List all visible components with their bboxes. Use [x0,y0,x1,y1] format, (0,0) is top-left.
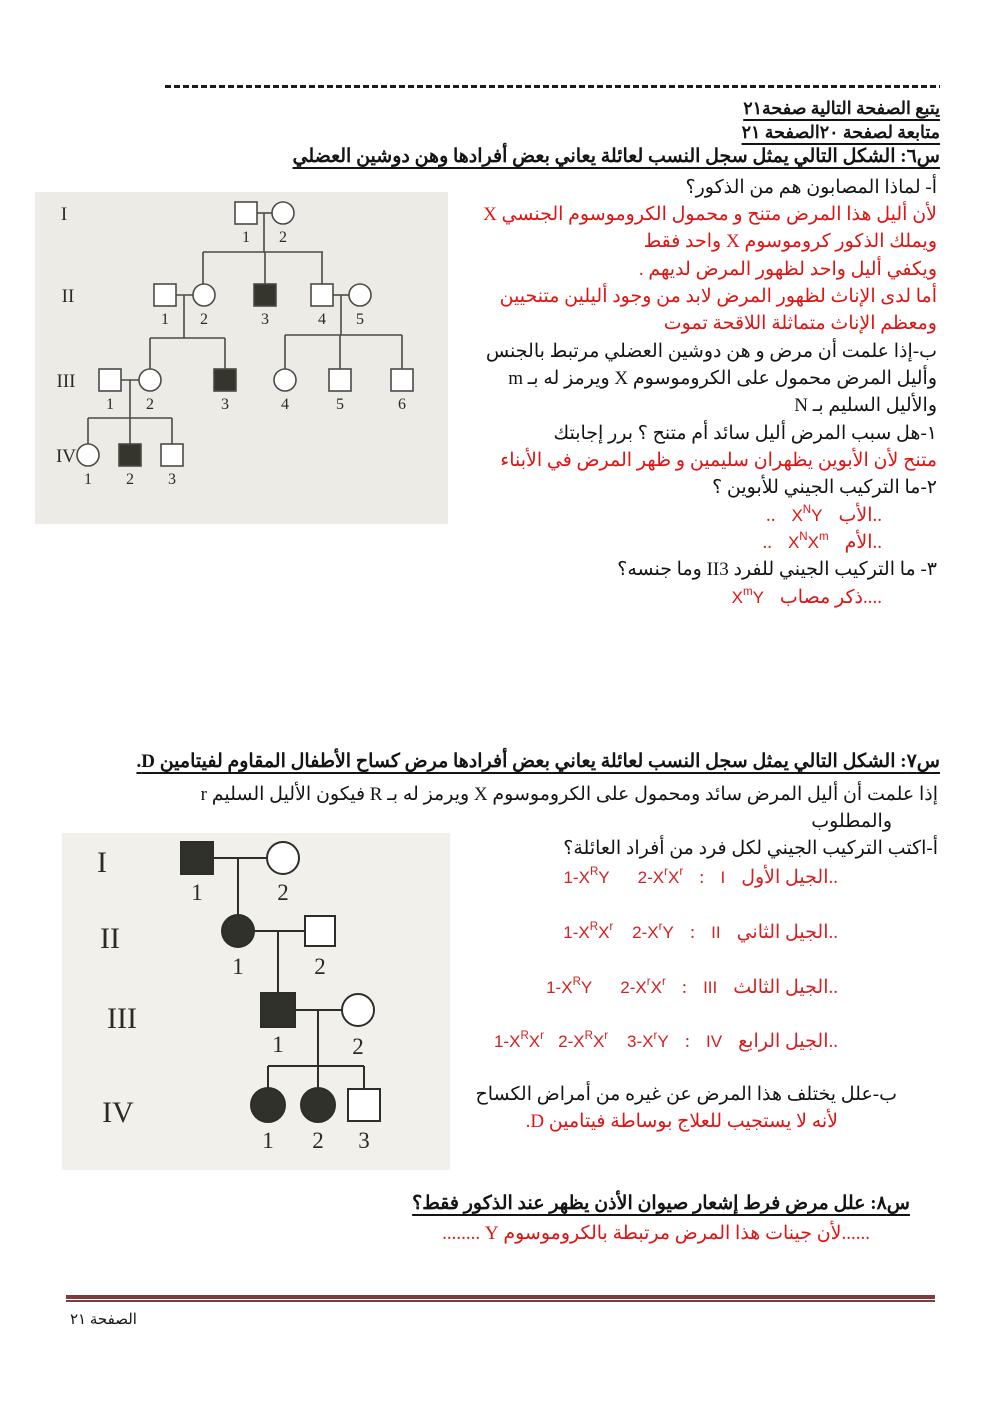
svg-text:IV: IV [102,1096,134,1129]
q7-generation-3-genotypes [546,976,838,1000]
svg-text:5: 5 [336,396,344,413]
top-dashed-rule [165,85,940,88]
svg-text:4: 4 [281,396,289,413]
gen2-label: ..الجيل الثاني [736,922,838,943]
q6-answer-line: ومعظم الإناث متماثلة اللاقحة تموت [663,313,937,334]
svg-text:1: 1 [272,1032,284,1057]
svg-text:2: 2 [277,880,289,905]
footer-rule [66,1295,935,1302]
svg-text:II: II [100,922,120,955]
svg-text:3: 3 [358,1128,370,1153]
q7-part-a: أ-اكتب التركيب الجيني لكل فرد من أفراد العائلة؟ [563,838,938,859]
individual-label: ....ذكر مصاب [779,587,882,608]
q6-answer-line: لأن أليل هذا المرض متنح و محمول الكروموسوم الجنسي X [483,204,937,225]
q6-part-b-line: والأليل السليم بـ N [794,395,937,416]
svg-text:IV: IV [55,446,77,467]
q6-part-b-line: ب-إذا علمت أن مرض و هن دوشين العضلي مرتبط بالجنس [485,341,937,362]
q6-father-genotype-line [766,504,882,528]
gen4-label: ..الجيل الرابع [738,1031,838,1052]
svg-text:1: 1 [242,229,250,246]
q8-answer: ......لأن جينات هذا المرض مرتبطة بالكروموسوم Y ........ [442,1223,870,1244]
q6-sub-question-2: ٢-ما التركيب الجيني للأبوين ؟ [712,477,937,498]
svg-text:4: 4 [318,311,326,328]
q6-part-a-question: أ- لماذا المصابون هم من الذكور؟ [685,177,937,198]
gen2-genotypes: $1-X^RX^r$ $2-X^rY$ [563,921,674,942]
q7-required: والمطلوب [811,811,892,832]
q6-sub-question-3: ٣- ما التركيب الجيني للفرد II3 وما جنسه؟ [617,559,937,580]
q6-part-b-line: وأليل المرض محمول على الكروموسوم X ويرمز له بـ m [508,368,937,389]
footer-page-number: الصفحة ٢١ [70,1312,137,1328]
gen3-genotypes: $1-X^RY$ $2-X^rX^r$ [546,976,666,997]
svg-text:2: 2 [312,1128,324,1153]
colon: : [681,977,688,998]
q6-individual-genotype-line [732,586,882,610]
svg-text:1: 1 [191,880,203,905]
gen3-roman: III [703,978,718,997]
q6-answer-line: ويملك الذكور كروموسوم X واحد فقط [643,231,937,252]
svg-text:2: 2 [146,396,154,413]
svg-text:2: 2 [126,471,134,488]
q6-answer-line: أما لدى الإناث لظهور المرض لابد من وجود أليلين متنحيين [499,286,937,307]
q8-title: س٨: علل مرض فرط إشعار صيوان الأذن يظهر عند الذكور فقط؟ [412,1193,910,1214]
q6-pedigree-chart [35,192,448,524]
svg-text:3: 3 [221,396,229,413]
svg-text:3: 3 [168,471,176,488]
gen2-roman: II [711,923,721,942]
q6-mother-genotype-line [762,531,882,555]
mother-genotype: $X^NX^m$ [787,531,829,552]
svg-text:1: 1 [84,471,92,488]
q7-generation-2-genotypes [563,921,838,945]
svg-text:1: 1 [161,311,169,328]
father-genotype: $X^NY$ [791,504,823,525]
mother-label: ..الأم [844,532,882,553]
svg-text:2: 2 [279,229,287,246]
gen4-roman: IV [706,1032,723,1051]
father-label: ..الأب [838,505,882,526]
gen1-label: ..الجيل الأول [741,867,838,888]
svg-text:I: I [97,846,107,879]
svg-text:2: 2 [352,1034,364,1059]
svg-text:1: 1 [262,1128,274,1153]
individual-genotype: $X^mY$ [731,586,764,607]
q7-part-b: ب-علل يختلف هذا المرض عن غيره من أمراض الكساح [475,1084,897,1105]
svg-text:3: 3 [261,311,269,328]
svg-text:1: 1 [232,954,244,979]
header-continued-next: يتبع الصفحة التالية صفحة٢١ [743,98,940,118]
q6-sub-answer-1: متنح لأن الأبوين يظهران سليمين و ظهر المرض في الأبناء [500,450,937,471]
q7-generation-1-genotypes [563,866,838,890]
svg-text:III: III [56,371,76,392]
colon: : [689,922,696,943]
dots: .. [762,532,772,553]
dots: .. [765,505,776,526]
q7-generation-4-genotypes [494,1030,838,1054]
gen1-genotypes: $1-X^RY$ $2-X^rX^r$ [563,866,684,887]
q6-title: س٦: الشكل التالي يمثل سجل النسب لعائلة يعاني بعض أفرادها وهن دوشين العضلي [292,146,940,167]
svg-text:1: 1 [106,396,114,413]
q6-sub-question-1: ١-هل سبب المرض أليل سائد أم متنح ؟ برر إجابتك [553,423,937,444]
colon: : [699,867,705,888]
gen1-roman: I [720,868,726,887]
svg-text:5: 5 [356,311,364,328]
svg-text:II: II [61,286,75,307]
colon: : [684,1031,690,1052]
gen4-genotypes: $1-X^RX^r$ $2-X^RX^r$ $3-X^rY$ [493,1030,669,1051]
q7-part-b-answer: لأنه لا يستجيب للعلاج بوساطة فيتامين D. [525,1111,838,1132]
q6-answer-line: ويكفي أليل واحد لظهور المرض لديهم . [638,259,937,280]
svg-text:6: 6 [398,396,406,413]
svg-text:2: 2 [314,954,326,979]
gen3-label: ..الجيل الثالث [733,977,838,998]
svg-text:I: I [60,204,68,225]
header-continued-from: متابعة لصفحة ٢٠الصفحة ٢١ [741,122,940,142]
svg-text:III: III [107,1002,137,1035]
q7-intro: إذا علمت أن أليل المرض سائد ومحمول على الكروموسوم X ويرمز له بـ R فيكون الأليل السليم r [200,784,938,805]
svg-text:2: 2 [200,311,208,328]
q7-pedigree-chart [62,833,450,1170]
q7-title: س٧: الشكل التالي يمثل سجل النسب لعائلة يعاني بعض أفرادها مرض كساح الأطفال المقاوم لفيتامين D. [136,751,940,772]
